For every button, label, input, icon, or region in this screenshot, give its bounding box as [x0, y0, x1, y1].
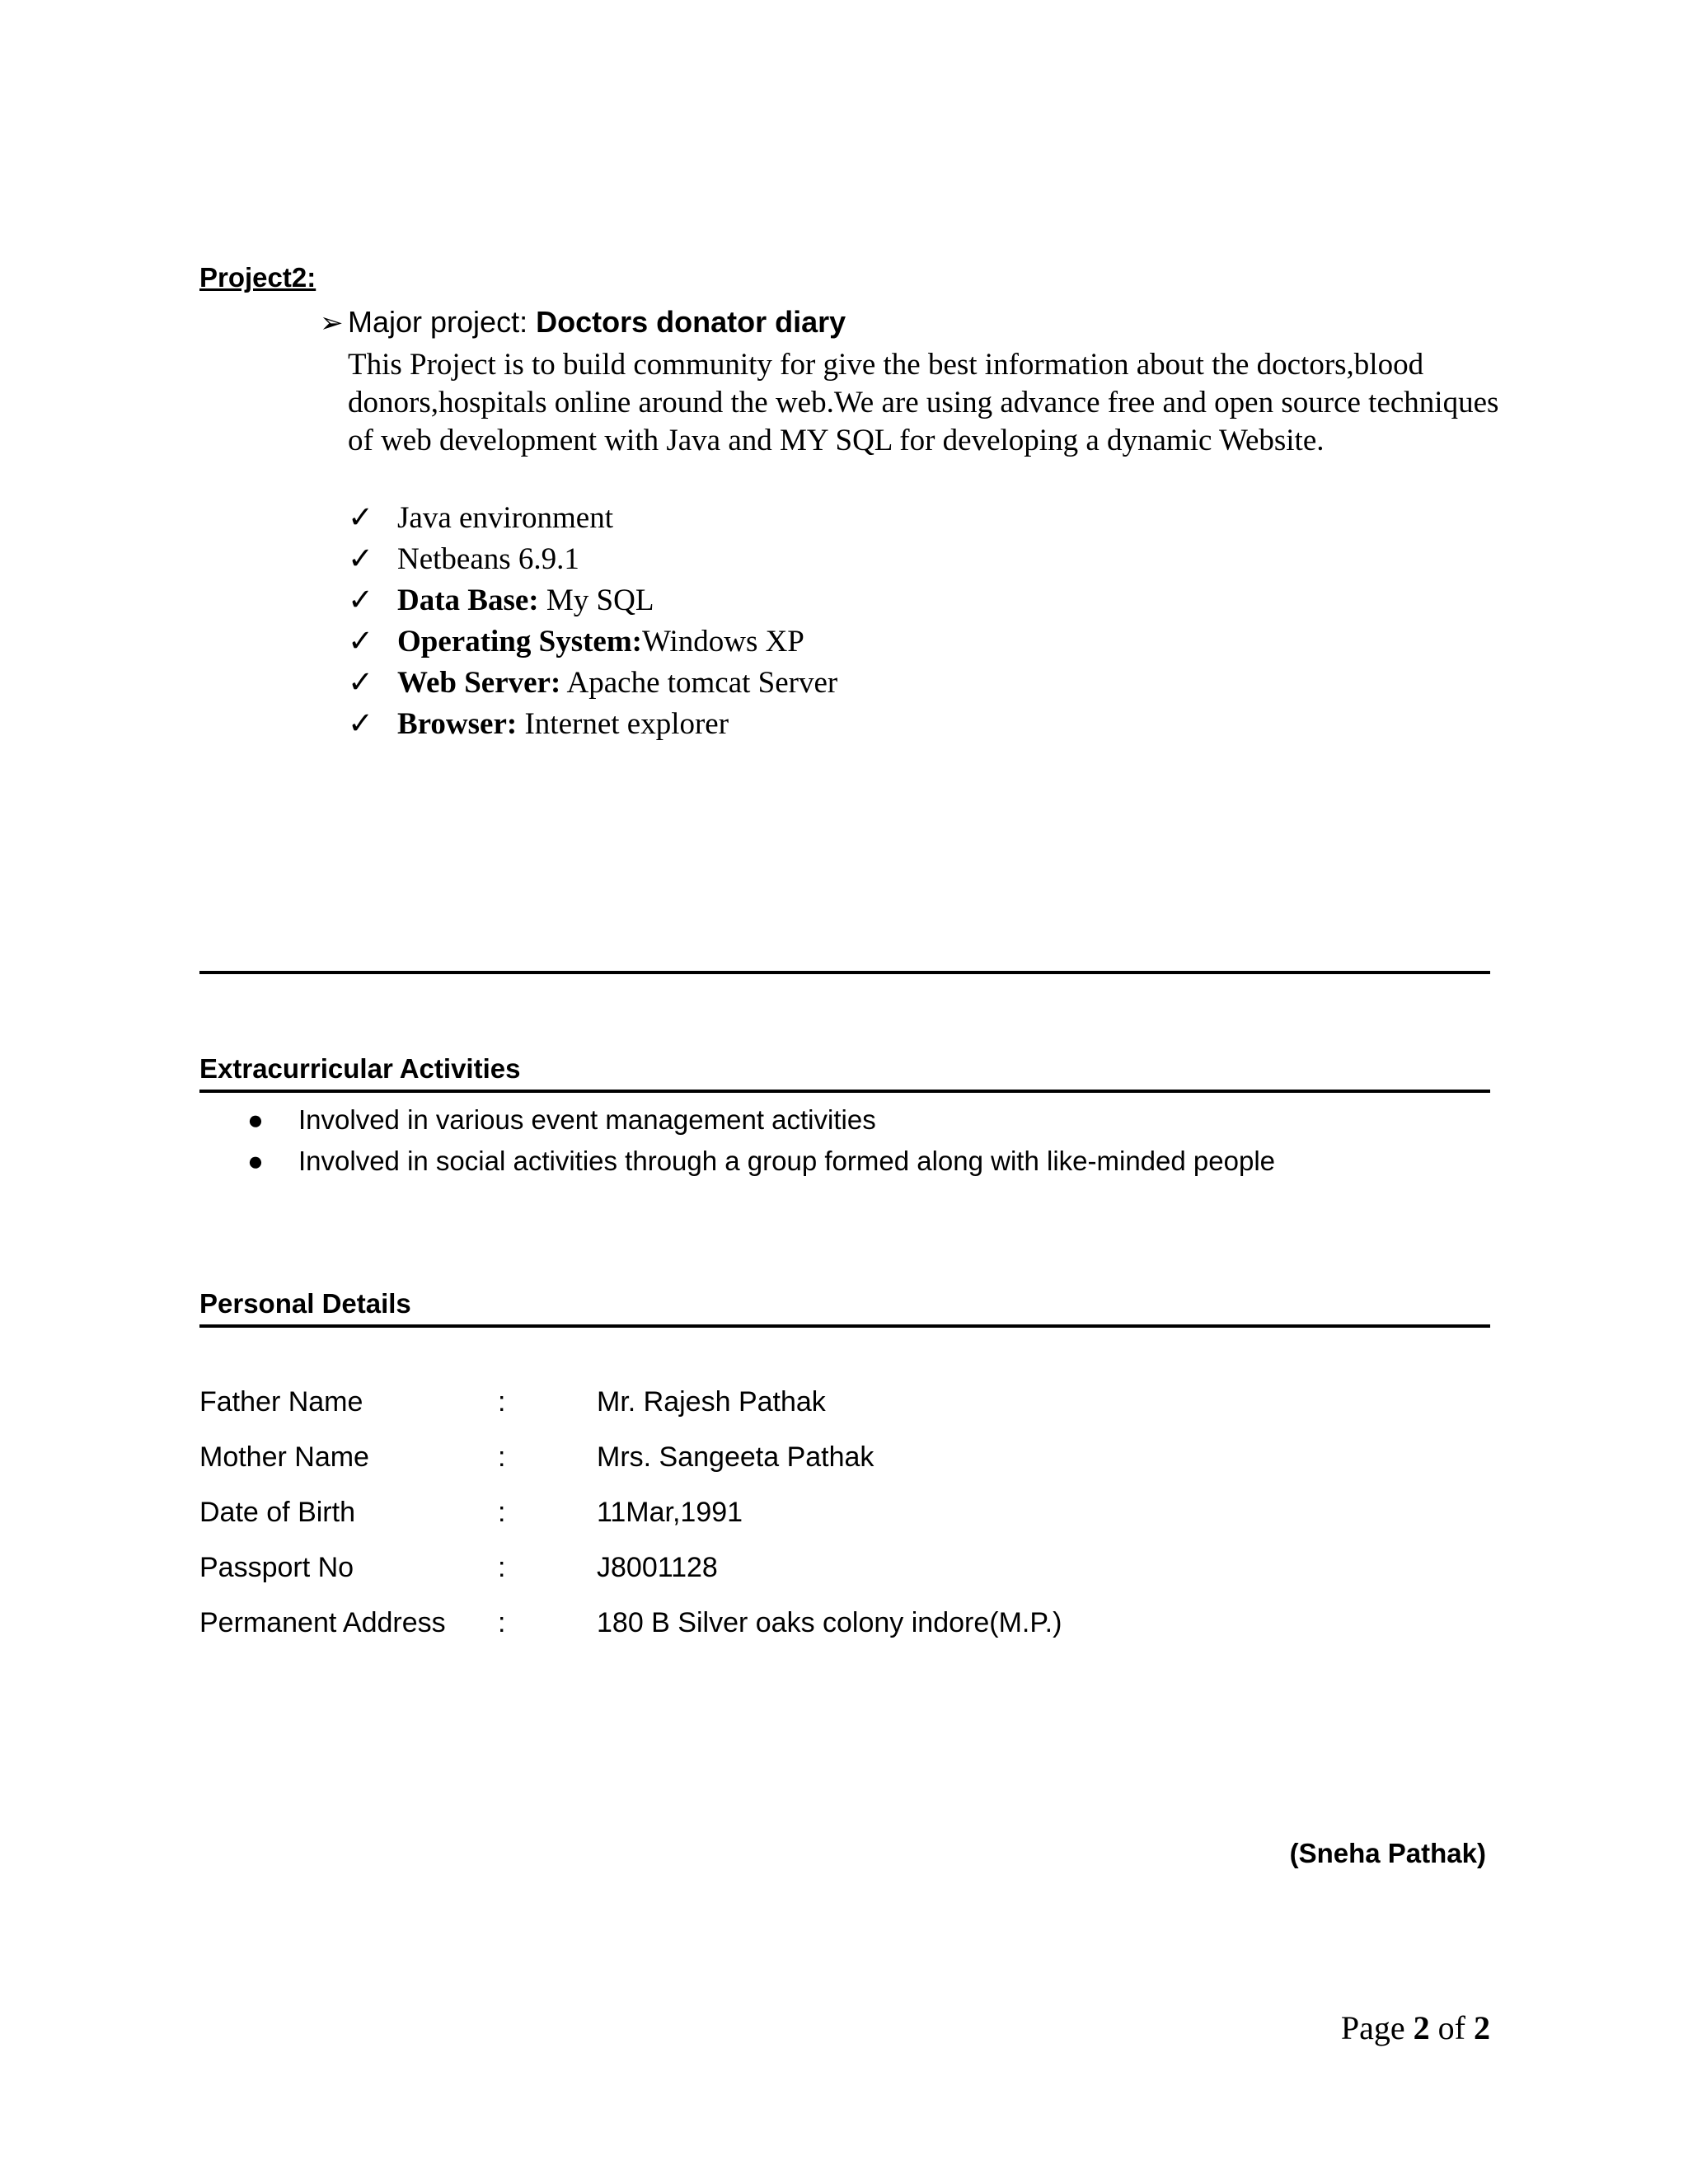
tool-item [348, 664, 837, 705]
tool-item [348, 582, 837, 623]
detail-value: 180 B Silver oaks colony indore(M.P.) [597, 1607, 1062, 1638]
major-project-text [348, 305, 846, 340]
extracurricular-title: Extracurricular Activities [199, 1053, 521, 1084]
round-bullet-icon: ● [247, 1104, 264, 1135]
tool-item [348, 499, 837, 541]
activity-text: Involved in social activities through a group formed along with like-minded people [298, 1146, 1276, 1176]
checkmark-icon: ✓ [348, 501, 374, 535]
tool-item [348, 541, 837, 582]
detail-separator: : [498, 1386, 506, 1418]
detail-value: Mrs. Sangeeta Pathak [597, 1441, 874, 1473]
page-total: 2 [1474, 2009, 1490, 2046]
activity-item [247, 1101, 1275, 1142]
tool-value: Windows XP [642, 625, 804, 658]
detail-label: Mother Name [199, 1441, 369, 1473]
checkmark-icon: ✓ [348, 625, 374, 658]
major-project-label: Major project: [348, 305, 537, 339]
page-current: 2 [1413, 2009, 1430, 2046]
activities-list [247, 1101, 1275, 1183]
tool-value: Internet explorer [517, 707, 729, 741]
tool-value: Apache tomcat Server [560, 666, 838, 700]
checkmark-icon: ✓ [348, 666, 374, 700]
page-word: Page [1340, 2009, 1414, 2046]
tools-list [348, 499, 837, 747]
extracurricular-rule [199, 1090, 1490, 1093]
detail-label: Father Name [199, 1386, 363, 1418]
detail-value: 11Mar,1991 [597, 1497, 743, 1528]
detail-separator: : [498, 1552, 506, 1583]
activity-text: Involved in various event management activities [298, 1104, 876, 1135]
detail-separator: : [498, 1441, 506, 1473]
detail-label: Passport No [199, 1552, 354, 1583]
project-description: This Project is to build community for give the best information about the doctors,blood donors,hospitals online around the web.We are using advance free and open source techniques of web development with Java and MY SQL for developing a dynamic Website. [348, 348, 1499, 457]
detail-label: Date of Birth [199, 1497, 355, 1528]
project-heading: Project2: [199, 262, 316, 293]
checkmark-icon: ✓ [348, 707, 374, 741]
page-number [1341, 2008, 1490, 2047]
tool-value: My SQL [538, 583, 654, 617]
activity-item [247, 1142, 1275, 1183]
detail-value: Mr. Rajesh Pathak [597, 1386, 826, 1418]
tool-item [348, 705, 837, 747]
personal-details-title: Personal Details [199, 1288, 411, 1319]
tool-value: Netbeans 6.9.1 [397, 542, 579, 576]
tool-item [348, 623, 837, 664]
page-of-word: of [1429, 2009, 1474, 2046]
section-divider [199, 971, 1490, 974]
detail-separator: : [498, 1607, 506, 1638]
tool-label: Operating System: [397, 625, 642, 658]
tool-value: Java environment [397, 501, 613, 535]
checkmark-icon: ✓ [348, 583, 374, 617]
tool-label: Browser: [397, 707, 518, 741]
checkmark-icon: ✓ [348, 542, 374, 576]
detail-separator: : [498, 1497, 506, 1528]
tool-label: Data Base: [397, 583, 539, 617]
detail-value: J8001128 [597, 1552, 718, 1583]
personal-details-rule [199, 1324, 1490, 1328]
arrow-bullet-icon: ➢ [320, 307, 344, 339]
major-project-title: Doctors donator diary [536, 305, 846, 339]
round-bullet-icon: ● [247, 1146, 264, 1176]
detail-label: Permanent Address [199, 1607, 446, 1638]
signature-name: (Sneha Pathak) [1289, 1838, 1486, 1868]
tool-label: Web Server: [397, 666, 561, 700]
